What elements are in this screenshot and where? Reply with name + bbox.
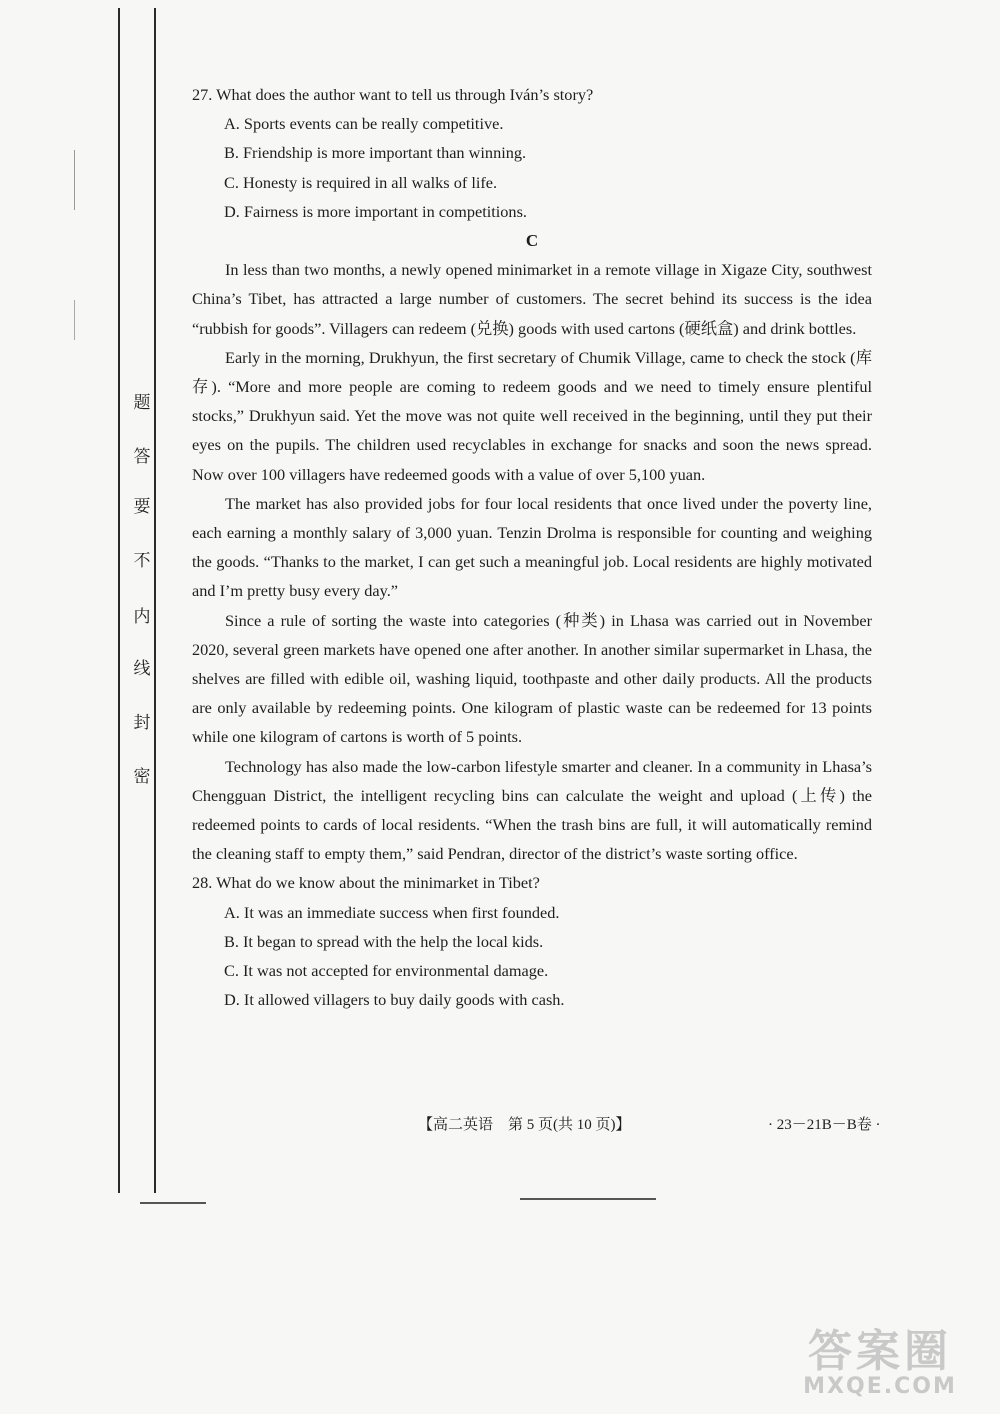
q27-option-b: B. Friendship is more important than winning. [224, 143, 527, 163]
page-content [192, 80, 872, 1015]
seal-char: 答 [133, 447, 151, 466]
passage-paragraph: The market has also provided jobs for four local residents that once lived under the poverty line, each earning a monthly salary of 3,000 yuan. Tenzin Drolma is responsible for counting and weighing the goods. “Thanks to the market, I can get such a meaningful job. Local residents are highly motivated and I’m pretty busy every day.” [192, 493, 872, 601]
seal-char: 线 [133, 659, 151, 678]
q27-option-a: A. Sports events can be really competitive. [224, 114, 504, 134]
seal-char: 不 [133, 551, 151, 570]
passage-paragraph: Since a rule of sorting the waste into categories (种类) in Lhasa was carried out in November 2020, several green markets have opened one after another. In another similar supermarket in Lhasa, the shelves are filled with edible oil, washing liquid, toothpaste and other daily products. All the products are only available by redeeming points. One kilogram of plastic waste can be redeemed for 13 points while one kilogram of cartons is worth of 5 points. [192, 610, 872, 747]
margin-dash-1 [74, 150, 75, 210]
section-label: C [525, 231, 539, 251]
margin-line-left [118, 8, 120, 1193]
question-27: 27. What does the author want to tell us through Iván’s story? [192, 85, 594, 104]
q28-option-d: D. It allowed villagers to buy daily goods with cash. [224, 990, 565, 1010]
bottom-rule-center [520, 1198, 656, 1200]
watermark-logo [780, 1326, 980, 1402]
q28-option-c: C. It was not accepted for environmental damage. [224, 961, 549, 981]
q28-option-a: A. It was an immediate success when first founded. [224, 902, 560, 922]
seal-char: 内 [133, 607, 151, 626]
q27-option-d: D. Fairness is more important in competitions. [224, 201, 527, 221]
passage-paragraph: Early in the morning, Drukhyun, the first secretary of Chumik Village, came to check the stock (库存). “More and more people are coming to redeem goods and we need to timely ensure plentiful stocks,” Drukhyun said. Yet the move was not quite well received in the beginning, until they put their eyes on the pupils. The children used recyclables in exchange for snacks and soon the news spread. Now over 100 villagers have redeemed goods with a value of over 5,100 yuan. [192, 347, 872, 484]
page-footer-center: 【高二英语 第 5 页(共 10 页)】 [418, 1117, 631, 1133]
margin-line-right [154, 8, 156, 1193]
seal-char: 要 [133, 497, 151, 516]
q27-option-c: C. Honesty is required in all walks of life. [224, 172, 498, 192]
question-28: 28. What do we know about the minimarket in Tibet? [192, 873, 540, 893]
passage-paragraph: In less than two months, a newly opened minimarket in a remote village in Xigaze City, southwest China’s Tibet, has attracted a large number of customers. The secret behind its success is the idea “rubbish for goods”. Villagers can redeem (兑换) goods with used cartons (硬纸盒) and drink bottles. [192, 260, 872, 338]
seal-char: 封 [133, 713, 151, 732]
watermark-line2: MXQE.COM [803, 1374, 957, 1399]
exam-code: · 23－21B－B卷 · [768, 1117, 881, 1133]
seal-char: 题 [133, 393, 151, 412]
bottom-rule-left [140, 1202, 206, 1204]
watermark-line1: 答案圈 [808, 1326, 952, 1377]
q28-option-b: B. It began to spread with the help the local kids. [224, 931, 544, 951]
margin-dash-2 [74, 300, 75, 340]
passage-paragraph: Technology has also made the low-carbon lifestyle smarter and cleaner. In a community in Lhasa’s Chengguan District, the intelligent recycling bins can calculate the weight and upload (上传) the redeemed points to cards of local residents. “When the trash bins are full, it will automatically remind the cleaning staff to empty them,” said Pendran, director of the district’s waste sorting office. [192, 756, 872, 864]
seal-char: 密 [133, 767, 151, 786]
